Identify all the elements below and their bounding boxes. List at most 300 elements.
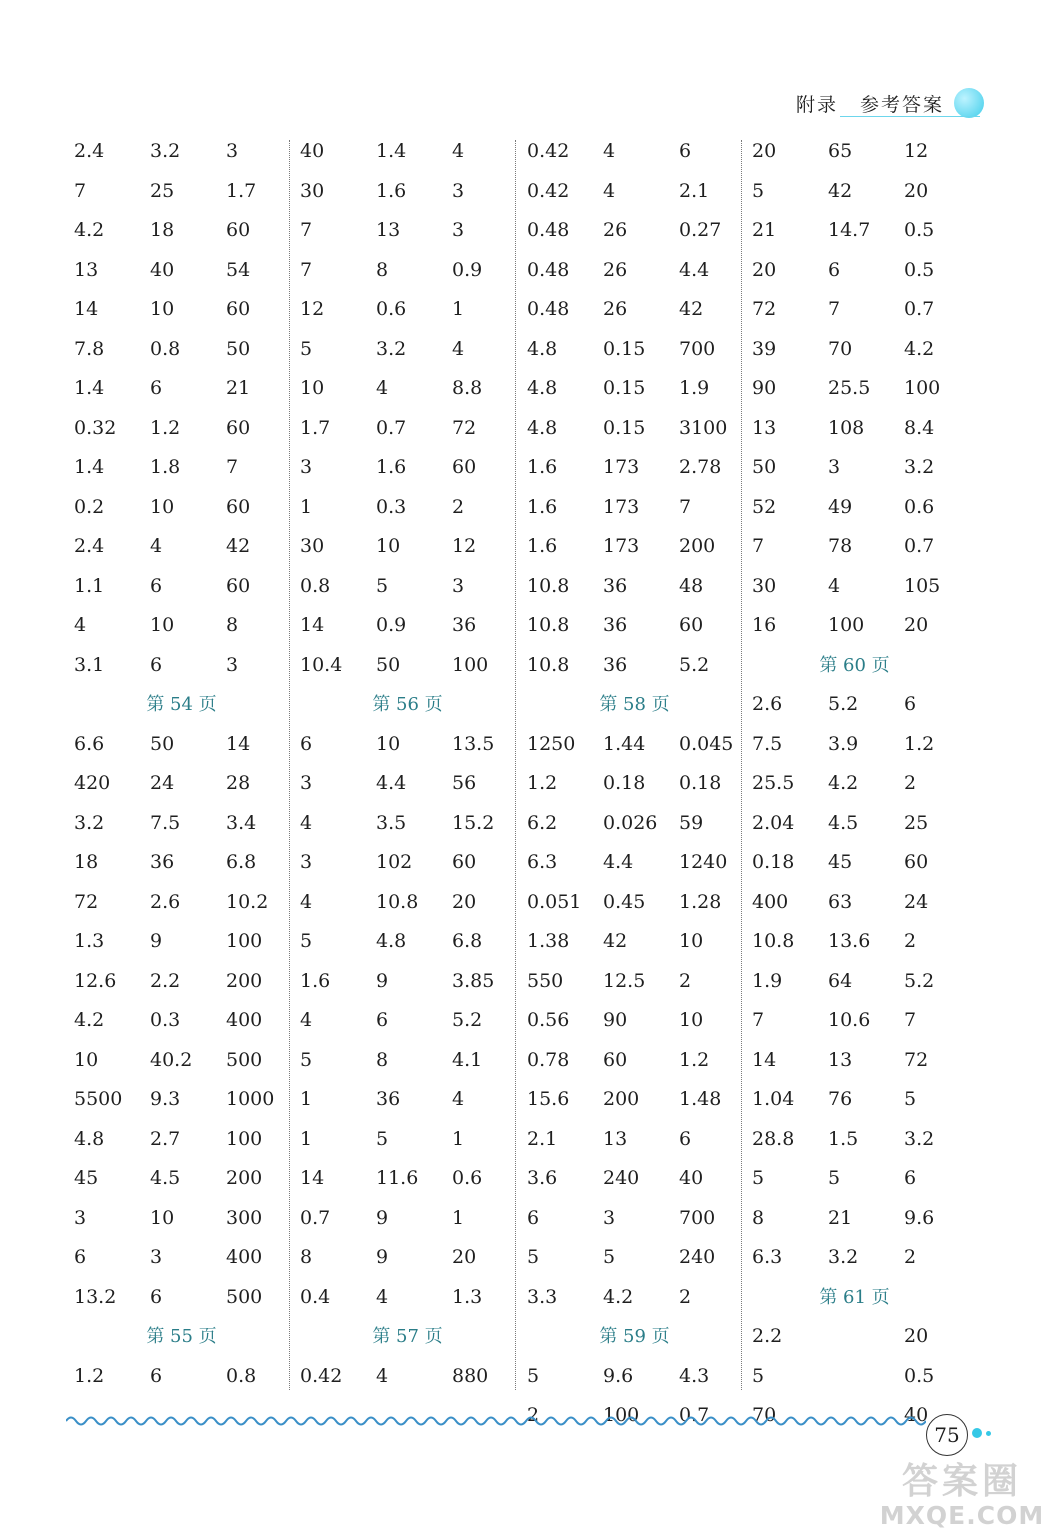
answer-value: 2 bbox=[452, 495, 465, 518]
answer-row bbox=[74, 606, 289, 646]
answer-row bbox=[74, 132, 289, 172]
answer-value: 59 bbox=[679, 811, 704, 834]
answer-row bbox=[300, 409, 515, 449]
answer-value: 6 bbox=[904, 1167, 917, 1189]
page-label-text: 第 57 页 bbox=[372, 1326, 443, 1347]
answer-value: 24 bbox=[904, 890, 929, 913]
answer-value: 0.5 bbox=[904, 1364, 935, 1387]
answer-value: 240 bbox=[679, 1246, 716, 1268]
answer-value: 5.2 bbox=[904, 969, 935, 992]
answer-value: 10 bbox=[376, 535, 401, 557]
answer-row bbox=[527, 1238, 742, 1278]
answer-value: 7 bbox=[226, 456, 239, 478]
answer-row bbox=[752, 606, 957, 646]
wave-divider bbox=[66, 1408, 926, 1434]
answer-value: 1.6 bbox=[527, 535, 558, 557]
answer-value: 13 bbox=[74, 258, 99, 281]
answer-value: 700 bbox=[679, 1206, 716, 1229]
answer-value: 9.3 bbox=[150, 1088, 181, 1110]
answer-value: 26 bbox=[603, 258, 628, 281]
answer-row bbox=[74, 1001, 289, 1041]
answer-value: 25.5 bbox=[828, 377, 871, 399]
answer-value: 40 bbox=[150, 258, 175, 281]
answer-value: 4.8 bbox=[527, 416, 558, 439]
answer-value: 36 bbox=[452, 614, 477, 636]
answer-value: 70 bbox=[828, 337, 853, 360]
answer-row bbox=[74, 290, 289, 330]
answer-value: 2.4 bbox=[74, 535, 105, 557]
answer-value: 10 bbox=[150, 495, 175, 518]
answer-value: 0.18 bbox=[679, 772, 722, 794]
answer-row bbox=[752, 330, 957, 370]
answer-value: 0.6 bbox=[452, 1167, 483, 1189]
answer-value: 4 bbox=[376, 1285, 389, 1308]
answer-value: 5 bbox=[752, 1167, 765, 1189]
answer-value: 6.3 bbox=[752, 1246, 783, 1268]
answer-row bbox=[300, 1238, 515, 1278]
answer-value: 3.2 bbox=[74, 811, 105, 834]
answer-value: 1.2 bbox=[527, 772, 558, 794]
answer-value: 60 bbox=[452, 456, 477, 478]
answer-value: 400 bbox=[226, 1246, 263, 1268]
answer-row bbox=[74, 172, 289, 212]
answer-value: 200 bbox=[603, 1088, 640, 1110]
answer-row bbox=[527, 646, 742, 686]
answer-value: 14 bbox=[752, 1048, 777, 1071]
answer-value: 0.48 bbox=[527, 219, 570, 241]
answer-value: 3.4 bbox=[226, 811, 257, 834]
answer-value: 2 bbox=[904, 772, 917, 794]
answer-value: 0.7 bbox=[904, 298, 935, 320]
answer-row bbox=[527, 843, 742, 883]
answer-row bbox=[752, 764, 957, 804]
answer-row bbox=[74, 883, 289, 923]
answer-value: 40.2 bbox=[150, 1048, 193, 1071]
answer-row bbox=[752, 488, 957, 528]
answer-value: 5 bbox=[300, 337, 313, 360]
answer-value: 500 bbox=[226, 1285, 263, 1308]
answer-value: 9 bbox=[376, 1246, 389, 1268]
answer-row bbox=[527, 1278, 742, 1318]
answer-value: 173 bbox=[603, 535, 640, 557]
answer-value: 25.5 bbox=[752, 772, 795, 794]
answer-value: 8 bbox=[300, 1246, 313, 1268]
answer-value: 52 bbox=[752, 495, 777, 518]
answer-value: 42 bbox=[603, 930, 628, 952]
answer-value: 3 bbox=[300, 456, 313, 478]
answer-value: 1250 bbox=[527, 732, 576, 755]
answer-row bbox=[300, 1120, 515, 1160]
answer-value: 10.2 bbox=[226, 890, 269, 913]
answer-value: 72 bbox=[74, 890, 99, 913]
answer-row bbox=[74, 962, 289, 1002]
answer-value: 9 bbox=[376, 969, 389, 992]
answer-value: 3.6 bbox=[527, 1167, 558, 1189]
answer-value: 14 bbox=[300, 1167, 325, 1189]
answer-value: 0.27 bbox=[679, 219, 722, 241]
answer-column-3 bbox=[527, 132, 742, 1436]
column-divider bbox=[289, 140, 290, 1390]
answer-value: 50 bbox=[752, 456, 777, 478]
answer-value: 1.38 bbox=[527, 930, 570, 952]
answer-value: 1.2 bbox=[679, 1048, 710, 1071]
answer-row bbox=[527, 132, 742, 172]
answer-value: 20 bbox=[904, 1325, 929, 1347]
answer-value: 10.8 bbox=[527, 574, 570, 597]
answer-value: 8 bbox=[226, 614, 239, 636]
answer-value: 13.5 bbox=[452, 732, 495, 755]
answer-row bbox=[300, 251, 515, 291]
answer-value: 2.1 bbox=[527, 1127, 558, 1150]
answer-value: 880 bbox=[452, 1364, 489, 1387]
answer-value: 4.2 bbox=[828, 772, 859, 794]
answer-value: 39 bbox=[752, 337, 777, 360]
answer-value: 0.045 bbox=[679, 732, 734, 755]
answer-row bbox=[300, 172, 515, 212]
answer-value: 21 bbox=[752, 219, 777, 241]
answer-value: 5.2 bbox=[452, 1009, 483, 1031]
answer-value: 11.6 bbox=[376, 1167, 419, 1189]
answer-value: 30 bbox=[300, 179, 325, 202]
page-section-label bbox=[74, 1317, 289, 1357]
answer-row bbox=[752, 251, 957, 291]
answer-value: 14 bbox=[226, 732, 251, 755]
answer-row bbox=[527, 1041, 742, 1081]
answer-value: 0.42 bbox=[527, 179, 570, 202]
answer-value: 1.6 bbox=[376, 179, 407, 202]
page-label-text: 第 55 页 bbox=[146, 1326, 217, 1347]
answer-row bbox=[527, 1001, 742, 1041]
answer-row bbox=[527, 725, 742, 765]
answer-value: 6.8 bbox=[452, 930, 483, 952]
answer-value: 72 bbox=[452, 416, 477, 439]
answer-value: 20 bbox=[452, 1246, 477, 1268]
answer-value: 1.48 bbox=[679, 1088, 722, 1110]
answer-row bbox=[752, 962, 957, 1002]
answer-value: 1.44 bbox=[603, 732, 646, 755]
answer-value: 3.9 bbox=[828, 732, 859, 755]
answer-value: 10 bbox=[74, 1048, 99, 1071]
answer-value: 7 bbox=[679, 495, 692, 518]
answer-value: 0.3 bbox=[376, 495, 407, 518]
answer-value: 20 bbox=[452, 890, 477, 913]
answer-value: 36 bbox=[603, 574, 628, 597]
answer-value: 63 bbox=[828, 890, 853, 913]
answer-row bbox=[74, 567, 289, 607]
answer-value: 50 bbox=[226, 337, 251, 360]
answer-value: 20 bbox=[904, 179, 929, 202]
answer-value: 2.2 bbox=[752, 1325, 783, 1347]
page-header bbox=[796, 88, 984, 118]
answer-row bbox=[74, 448, 289, 488]
answer-row bbox=[74, 725, 289, 765]
page-label-text: 第 56 页 bbox=[372, 694, 443, 715]
answer-value: 28 bbox=[226, 772, 251, 794]
answer-value: 9.6 bbox=[603, 1364, 634, 1387]
answer-value: 3 bbox=[452, 574, 465, 597]
answer-value: 3.2 bbox=[904, 1127, 935, 1150]
answer-value: 1.6 bbox=[300, 969, 331, 992]
answer-value: 0.6 bbox=[904, 495, 935, 518]
answer-value: 5 bbox=[527, 1364, 540, 1387]
answer-value: 4 bbox=[452, 337, 465, 360]
answer-value: 45 bbox=[74, 1167, 99, 1189]
answer-value: 40 bbox=[300, 140, 325, 162]
answer-value: 0.7 bbox=[376, 416, 407, 439]
answer-row bbox=[300, 448, 515, 488]
answer-value: 700 bbox=[679, 337, 716, 360]
page-section-label bbox=[527, 685, 742, 725]
answer-value: 25 bbox=[150, 179, 175, 202]
answer-value: 0.026 bbox=[603, 811, 658, 834]
answer-value: 4.2 bbox=[74, 219, 105, 241]
answer-value: 4.8 bbox=[527, 377, 558, 399]
answer-value: 20 bbox=[752, 140, 777, 162]
answer-value: 1.6 bbox=[376, 456, 407, 478]
answer-value: 2.1 bbox=[679, 179, 710, 202]
answer-value: 8.8 bbox=[452, 377, 483, 399]
answer-row bbox=[300, 132, 515, 172]
answer-value: 48 bbox=[679, 574, 704, 597]
answer-value: 0.5 bbox=[904, 258, 935, 281]
answer-row bbox=[752, 1357, 957, 1397]
answer-row bbox=[752, 804, 957, 844]
answer-row bbox=[74, 369, 289, 409]
header-underline bbox=[840, 116, 980, 117]
answer-value: 21 bbox=[226, 377, 251, 399]
answer-row bbox=[527, 330, 742, 370]
answer-row bbox=[752, 409, 957, 449]
answer-value: 12 bbox=[300, 298, 325, 320]
answer-value: 16 bbox=[752, 614, 777, 636]
answer-value: 4.8 bbox=[376, 930, 407, 952]
answer-row bbox=[752, 527, 957, 567]
answer-row bbox=[300, 1357, 515, 1397]
answer-value: 60 bbox=[679, 614, 704, 636]
page-section-label bbox=[300, 685, 515, 725]
answer-value: 9 bbox=[376, 1206, 389, 1229]
answer-value: 54 bbox=[226, 258, 251, 281]
answer-value: 4.2 bbox=[603, 1285, 634, 1308]
answer-value: 4 bbox=[452, 1088, 465, 1110]
answer-value: 60 bbox=[226, 298, 251, 320]
answer-row bbox=[752, 290, 957, 330]
answer-value: 8.4 bbox=[904, 416, 935, 439]
answer-value: 0.6 bbox=[376, 298, 407, 320]
answer-value: 10.8 bbox=[376, 890, 419, 913]
answer-value: 20 bbox=[752, 258, 777, 281]
answer-value: 6 bbox=[376, 1009, 389, 1031]
answer-value: 1 bbox=[300, 1088, 313, 1110]
answer-value: 0.78 bbox=[527, 1048, 570, 1071]
answer-value: 108 bbox=[828, 416, 865, 439]
answer-value: 5 bbox=[752, 1364, 765, 1387]
answer-row bbox=[300, 211, 515, 251]
answer-value: 1.2 bbox=[74, 1364, 105, 1387]
page-label-text: 第 61 页 bbox=[819, 1286, 890, 1308]
answer-row bbox=[527, 883, 742, 923]
answer-row bbox=[74, 1238, 289, 1278]
answer-value: 1.2 bbox=[904, 732, 935, 755]
answer-row bbox=[74, 764, 289, 804]
answer-value: 18 bbox=[150, 219, 175, 241]
page-number-dot bbox=[972, 1428, 982, 1438]
answer-value: 7.5 bbox=[752, 732, 783, 755]
answer-row bbox=[74, 251, 289, 291]
answer-value: 10 bbox=[300, 377, 325, 399]
answer-row bbox=[300, 1080, 515, 1120]
answer-value: 1.7 bbox=[300, 416, 331, 439]
answer-row bbox=[300, 567, 515, 607]
answer-row bbox=[527, 1080, 742, 1120]
answer-row bbox=[300, 488, 515, 528]
answer-value: 1000 bbox=[226, 1088, 275, 1110]
answer-row bbox=[752, 1317, 957, 1357]
answer-value: 300 bbox=[226, 1206, 263, 1229]
answer-value: 4.8 bbox=[527, 337, 558, 360]
answer-value: 0.5 bbox=[904, 219, 935, 241]
answer-column-4 bbox=[752, 132, 957, 1436]
answer-value: 42 bbox=[679, 298, 704, 320]
answer-value: 5 bbox=[752, 179, 765, 202]
answer-value: 72 bbox=[904, 1048, 929, 1071]
answer-row bbox=[300, 804, 515, 844]
answer-value: 400 bbox=[752, 890, 789, 913]
answer-row bbox=[300, 1041, 515, 1081]
answer-value: 0.42 bbox=[527, 140, 570, 162]
header-appendix: 附录 bbox=[795, 93, 838, 116]
answer-value: 36 bbox=[150, 851, 175, 873]
answer-value: 3 bbox=[452, 179, 465, 202]
answer-value: 36 bbox=[603, 614, 628, 636]
answer-value: 8 bbox=[376, 1048, 389, 1071]
answer-value: 56 bbox=[452, 772, 477, 794]
answer-value: 0.9 bbox=[452, 258, 483, 281]
answer-value: 10.8 bbox=[527, 653, 570, 676]
answer-row bbox=[300, 606, 515, 646]
answer-value: 4 bbox=[300, 811, 313, 834]
answer-value: 40 bbox=[679, 1167, 704, 1189]
answer-value: 12.6 bbox=[74, 969, 117, 992]
answer-row bbox=[527, 172, 742, 212]
answer-row bbox=[300, 1159, 515, 1199]
answer-value: 13.2 bbox=[74, 1285, 117, 1308]
answer-value: 4 bbox=[376, 1364, 389, 1387]
answer-row bbox=[752, 448, 957, 488]
answer-value: 1.2 bbox=[150, 416, 181, 439]
answer-value: 5 bbox=[376, 574, 389, 597]
answer-value: 173 bbox=[603, 456, 640, 478]
answer-value: 4.4 bbox=[376, 772, 407, 794]
answer-row bbox=[752, 369, 957, 409]
answer-row bbox=[527, 1357, 742, 1397]
answer-value: 90 bbox=[752, 377, 777, 399]
answer-value: 3.2 bbox=[828, 1246, 859, 1268]
answer-row bbox=[752, 1199, 957, 1239]
answer-value: 6.8 bbox=[226, 851, 257, 873]
answer-value: 60 bbox=[603, 1048, 628, 1071]
answer-value: 0.7 bbox=[300, 1206, 331, 1229]
answer-value: 4.4 bbox=[603, 851, 634, 873]
answer-value: 3 bbox=[603, 1206, 616, 1229]
answer-value: 3 bbox=[452, 219, 465, 241]
answer-value: 3 bbox=[226, 653, 239, 676]
answer-row bbox=[527, 1159, 742, 1199]
page-section-label bbox=[300, 1317, 515, 1357]
answer-value: 240 bbox=[603, 1167, 640, 1189]
answer-value: 7 bbox=[752, 535, 765, 557]
answer-value: 15.2 bbox=[452, 811, 495, 834]
answer-value: 3.3 bbox=[527, 1285, 558, 1308]
answer-value: 0.56 bbox=[527, 1009, 570, 1031]
answer-value: 4 bbox=[828, 574, 841, 597]
answer-value: 3.85 bbox=[452, 969, 495, 992]
answer-value: 0.3 bbox=[150, 1009, 181, 1031]
answer-value: 6 bbox=[300, 732, 313, 755]
answer-value: 13 bbox=[828, 1048, 853, 1071]
answer-row bbox=[74, 843, 289, 883]
answer-row bbox=[752, 1159, 957, 1199]
answer-value: 5 bbox=[300, 930, 313, 952]
page-label-text: 第 59 页 bbox=[599, 1326, 670, 1347]
answer-row bbox=[752, 567, 957, 607]
answer-row bbox=[300, 290, 515, 330]
answer-value: 6 bbox=[679, 140, 692, 162]
answer-row bbox=[527, 962, 742, 1002]
answer-value: 1 bbox=[452, 298, 465, 320]
answer-row bbox=[752, 1238, 957, 1278]
answer-value: 10 bbox=[150, 298, 175, 320]
answer-row bbox=[74, 804, 289, 844]
page-section-label bbox=[74, 685, 289, 725]
answer-value: 2.6 bbox=[752, 693, 783, 715]
answer-column-2 bbox=[300, 132, 515, 1396]
answer-value: 0.8 bbox=[300, 574, 331, 597]
answer-value: 3.5 bbox=[376, 811, 407, 834]
answer-row bbox=[74, 330, 289, 370]
answer-value: 49 bbox=[828, 495, 853, 518]
answer-value: 20 bbox=[904, 614, 929, 636]
answer-value: 100 bbox=[603, 1404, 640, 1426]
watermark-logo-text: 答案圈 bbox=[901, 1461, 1022, 1502]
answer-value: 7 bbox=[300, 219, 313, 241]
answer-column-1 bbox=[74, 132, 289, 1396]
answer-row bbox=[527, 369, 742, 409]
answer-value: 400 bbox=[226, 1009, 263, 1031]
answer-row bbox=[527, 567, 742, 607]
page-section-label bbox=[752, 1278, 957, 1318]
answer-value: 6 bbox=[150, 653, 163, 676]
answer-value: 13 bbox=[752, 416, 777, 439]
answer-value: 1 bbox=[300, 1127, 313, 1150]
answer-value: 60 bbox=[226, 574, 251, 597]
answer-value: 500 bbox=[226, 1048, 263, 1071]
answer-value: 105 bbox=[904, 574, 941, 597]
answer-value: 4 bbox=[603, 140, 616, 162]
answer-value: 6 bbox=[527, 1206, 540, 1229]
answer-value: 4 bbox=[300, 1009, 313, 1031]
answer-row bbox=[527, 804, 742, 844]
answer-value: 5 bbox=[603, 1246, 616, 1268]
answer-value: 7 bbox=[904, 1009, 917, 1031]
answer-value: 4.2 bbox=[74, 1009, 105, 1031]
answer-value: 100 bbox=[828, 614, 865, 636]
answer-row bbox=[300, 527, 515, 567]
answer-value: 26 bbox=[603, 219, 628, 241]
answer-value: 10.8 bbox=[752, 930, 795, 952]
page-number: 75 bbox=[926, 1414, 968, 1456]
answer-row bbox=[527, 1120, 742, 1160]
